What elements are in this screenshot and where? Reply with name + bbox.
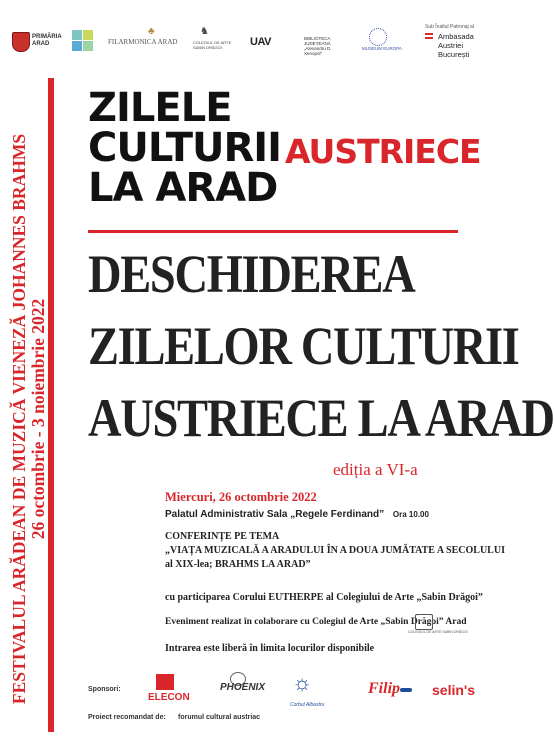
title-line-2: ZILELOR CULTURII (88, 316, 519, 376)
sponsors-label: Sponsori: (88, 686, 121, 693)
arad-crest-icon (12, 32, 30, 52)
colegiu-small-text: COLEGIUL DE ARTE SABIN DRĂGOI (408, 630, 468, 634)
entry-text: Intrarea este liberă în limita locurilor disponibile (165, 643, 375, 654)
event-time: Ora 10.00 (392, 510, 429, 519)
colegiu-small-icon (415, 614, 433, 630)
elecon-icon (156, 674, 174, 690)
headline-line-1: ZILELE (88, 85, 232, 131)
participation-text: cu participarea Corului EUTHERPE al Colegiului de Arte „Sabin Drăgoi” (165, 592, 483, 603)
filarmonica-logo: FILARMONICA ARAD (108, 38, 178, 46)
title-line-3: AUSTRIECE LA ARAD (88, 388, 554, 448)
muzeu-logo: MUSEUM EUROPA (362, 46, 402, 51)
conference-label: CONFERINȚE PE TEMA (165, 531, 280, 542)
ambasada-logo: Ambasada Austriei București (438, 32, 474, 59)
primaria-logo: PRIMĂRIA ARAD (32, 34, 62, 47)
headline-red-word: AUSTRIECE (285, 132, 481, 171)
festival-vertical-text: FESTIVALUL ARĂDEAN DE MUZICĂ VIENEZĂ JOHANNES BRAHMS 26 octombrie - 3 noiembrie 2022 (9, 133, 48, 705)
event-venue: Palatul Administrativ Sala „Regele Ferdinand” Ora 10.00 (165, 509, 429, 520)
colegiu-arte-logo: COLEGIUL DE ARTE SABIN DRĂGOI (193, 40, 232, 50)
title-rule (88, 230, 458, 233)
headline-line-2: CULTURII (88, 125, 282, 171)
eu-stars-icon (369, 28, 387, 46)
filip-logo: Filip (368, 680, 401, 697)
harp-icon: ♣ (148, 26, 155, 37)
filip-swoosh-icon (400, 688, 412, 692)
edition-label: ediția a VI-a (333, 460, 418, 479)
uav-logo: UAV (250, 36, 271, 48)
ambasada-patronaj: Sub Înaltul Patronaj al (425, 24, 474, 30)
headline-line-3: LA ARAD (88, 165, 278, 211)
forum-logo: forumul cultural austriac (178, 714, 261, 721)
biblioteca-logo: BIBLIOTECA JUDEȚEANĂ „Alexandru D. Xenopol” (304, 36, 332, 56)
festival-red-bar (48, 78, 54, 732)
phoenix-logo: PHOENIX (220, 682, 266, 693)
austria-flag-icon (425, 33, 433, 39)
event-date: Miercuri, 26 octombrie 2022 (165, 490, 317, 504)
colegiu-mark-icon (72, 30, 94, 52)
corbul-bird-icon: ☼ (292, 670, 313, 695)
selins-logo: selin's (432, 682, 476, 698)
event-title (88, 238, 554, 454)
conference-line-1: „VIAȚA MUZICALĂ A ARADULUI ÎN A DOUA JUMĂTATE A SECOLULUI (165, 545, 505, 556)
colegiu-arte-icon: ♞ (200, 26, 209, 37)
recommended-label: Proiect recomandat de: (88, 714, 166, 721)
corbul-logo: Corbul Albastru (290, 702, 325, 708)
collaboration-text: Eveniment realizat în colaborare cu Colegiul de Arte „Sabin Drăgoi” Arad (165, 617, 467, 627)
title-line-1: DESCHIDEREA (88, 244, 415, 304)
conference-line-2: al XIX-lea; BRAHMS LA ARAD” (165, 559, 311, 570)
headline (88, 85, 282, 211)
